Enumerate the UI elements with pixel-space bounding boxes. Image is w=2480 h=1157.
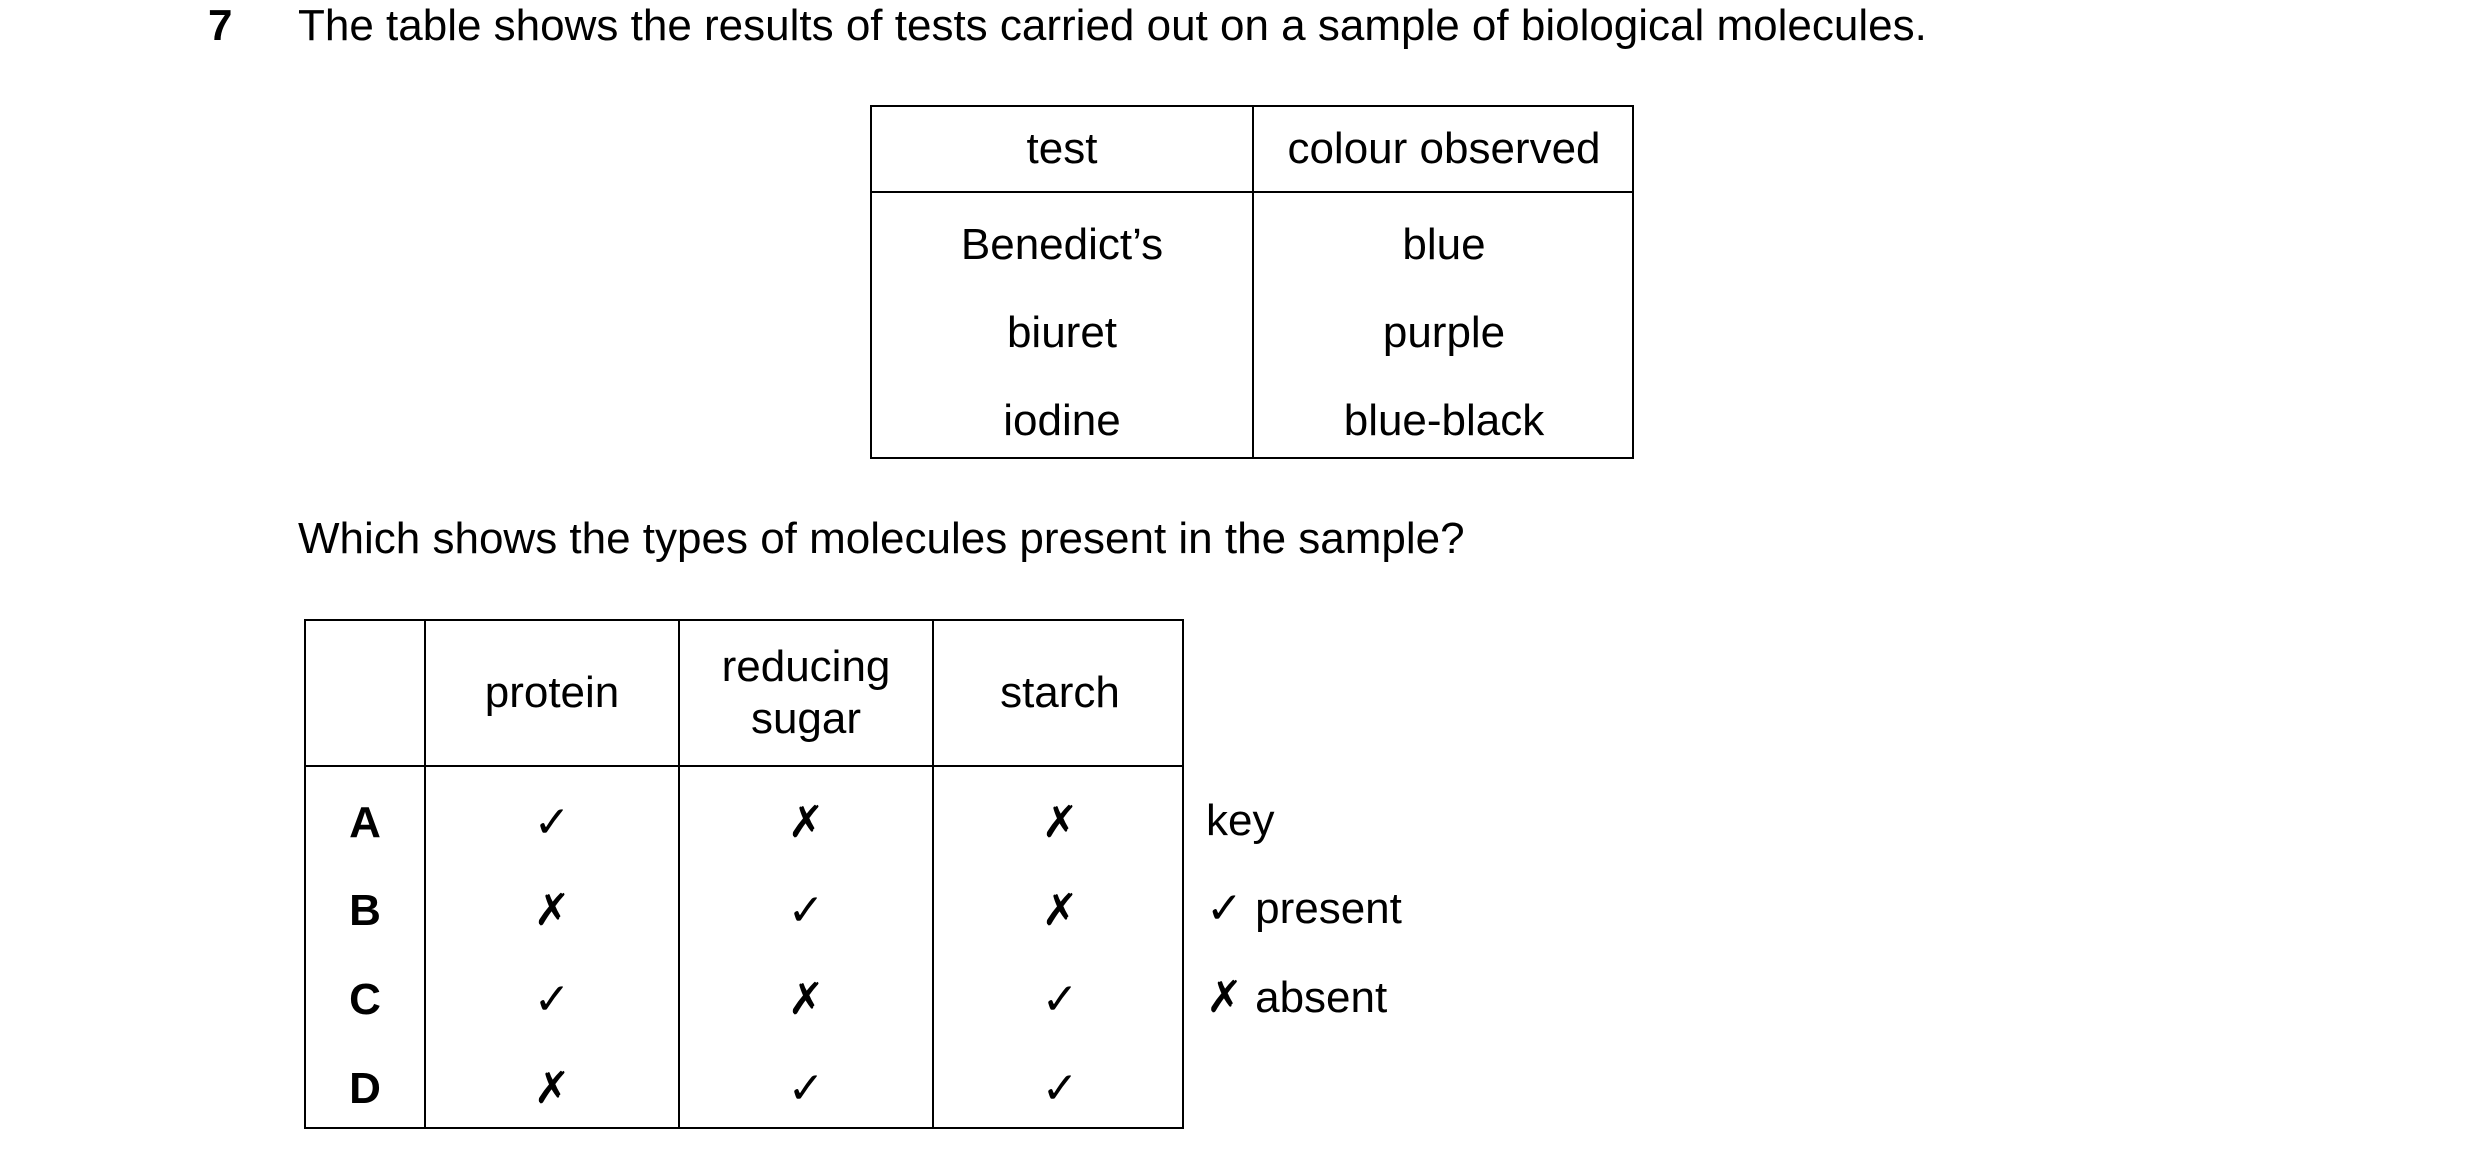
key-absent bbox=[1206, 972, 1387, 1024]
option-d-protein-mark: ✗ bbox=[533, 1063, 571, 1114]
tests-table bbox=[870, 105, 1634, 459]
option-c-reducing-sugar-mark: ✗ bbox=[787, 974, 825, 1025]
option-b-starch-mark: ✗ bbox=[1041, 885, 1079, 936]
tests-header-colour: colour observed bbox=[1287, 124, 1601, 173]
option-b-protein-mark: ✗ bbox=[533, 885, 571, 936]
key-absent-label: absent bbox=[1255, 973, 1388, 1022]
tests-row-test: iodine bbox=[1003, 396, 1121, 445]
tests-row-test: Benedict’s bbox=[960, 220, 1164, 269]
tests-row-colour: purple bbox=[1382, 308, 1506, 357]
tests-row-test: biuret bbox=[1006, 308, 1118, 357]
option-label-d: D bbox=[349, 1064, 381, 1113]
option-label-b: B bbox=[349, 886, 381, 935]
key-present bbox=[1206, 883, 1402, 935]
question-text: The table shows the results of tests carried out on a sample of biological molecules. bbox=[298, 1, 1927, 50]
tests-row-colour: blue-black bbox=[1343, 396, 1545, 445]
options-col-divider bbox=[678, 621, 680, 1127]
option-label-a: A bbox=[349, 798, 381, 847]
options-header-protein: protein bbox=[484, 668, 620, 717]
options-header-starch: starch bbox=[1000, 668, 1120, 717]
option-a-protein-mark: ✓ bbox=[533, 797, 571, 848]
options-header-rule bbox=[306, 765, 1182, 767]
tests-row-colour: blue bbox=[1402, 220, 1486, 269]
key-present-label: present bbox=[1255, 884, 1402, 933]
option-c-protein-mark: ✓ bbox=[533, 974, 571, 1025]
option-a-reducing-sugar-mark: ✗ bbox=[787, 797, 825, 848]
option-c-starch-mark: ✓ bbox=[1041, 974, 1079, 1025]
options-header-reducing-sugar: reducing sugar bbox=[721, 642, 891, 743]
question-prompt: Which shows the types of molecules present in the sample? bbox=[298, 514, 1465, 563]
option-b-reducing-sugar-mark: ✓ bbox=[787, 885, 825, 936]
option-a-starch-mark: ✗ bbox=[1041, 797, 1079, 848]
tests-header-test: test bbox=[1026, 124, 1098, 173]
option-d-reducing-sugar-mark: ✓ bbox=[787, 1063, 825, 1114]
question-number: 7 bbox=[208, 1, 233, 50]
option-d-starch-mark: ✓ bbox=[1041, 1063, 1079, 1114]
options-table bbox=[304, 619, 1184, 1129]
option-label-c: C bbox=[349, 975, 381, 1024]
cross-icon: ✗ bbox=[1206, 972, 1243, 1023]
check-icon: ✓ bbox=[1206, 883, 1243, 934]
key-title: key bbox=[1206, 796, 1275, 845]
tests-table-header-rule bbox=[872, 191, 1632, 193]
